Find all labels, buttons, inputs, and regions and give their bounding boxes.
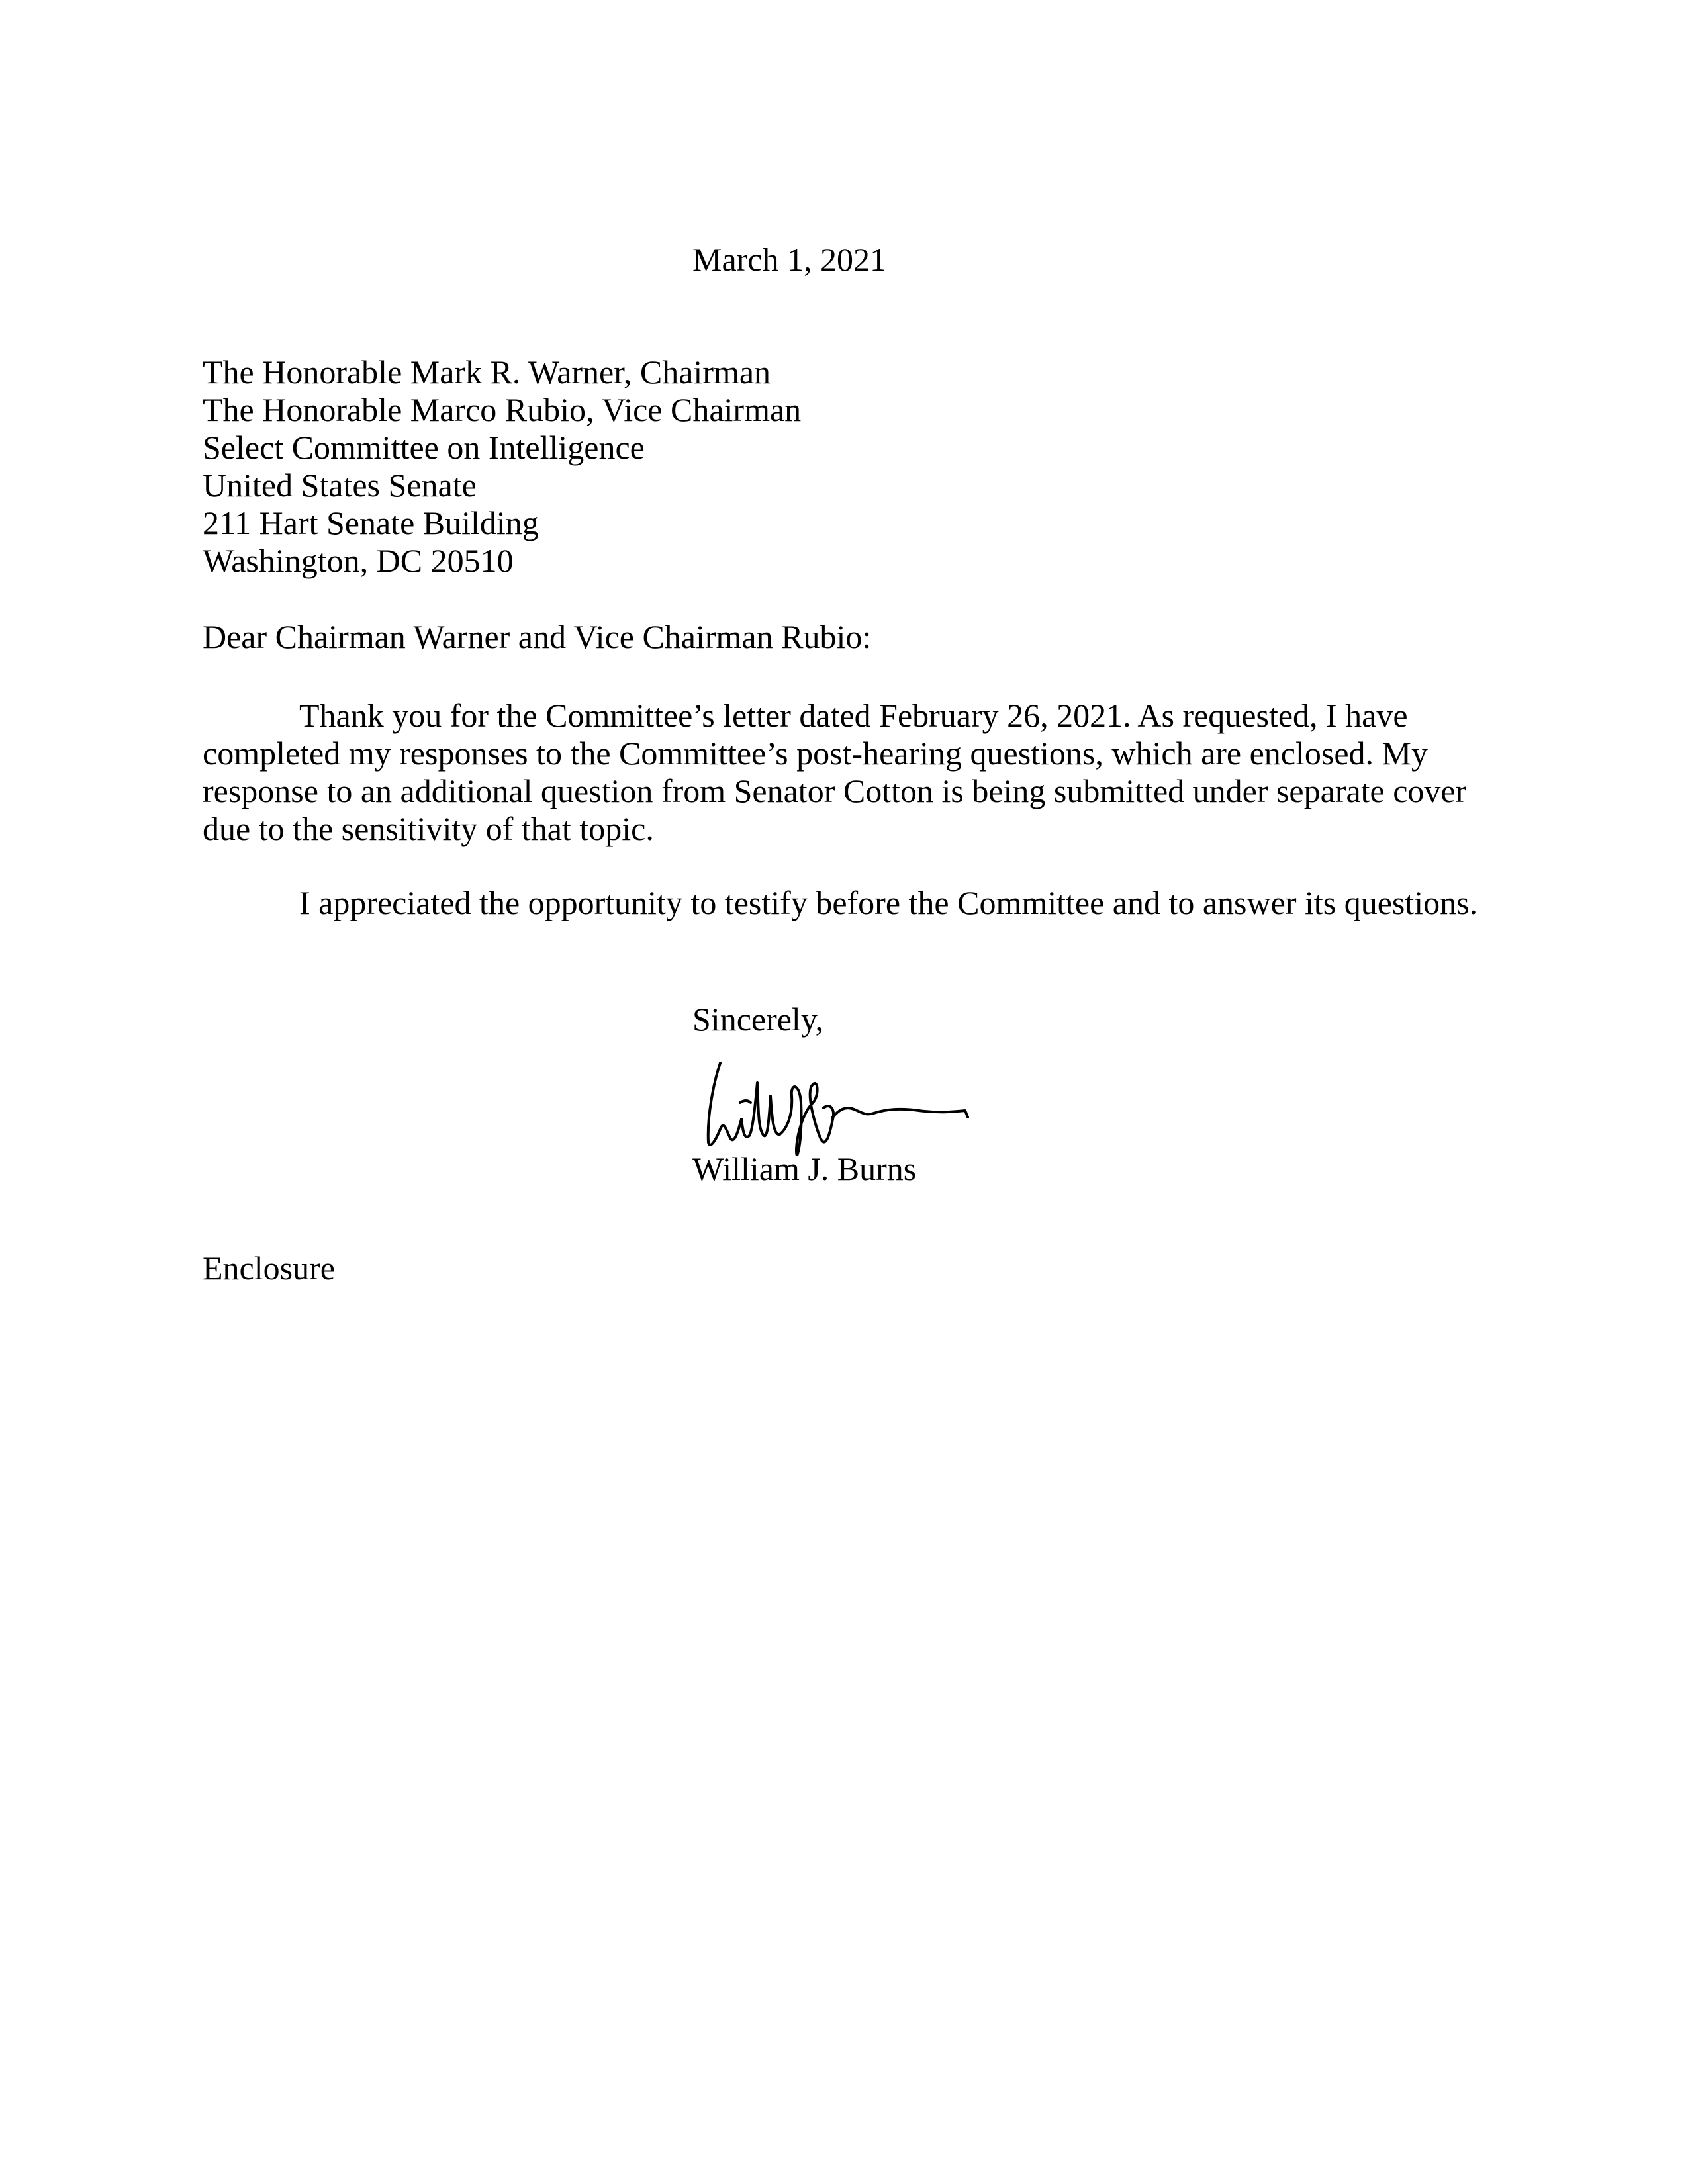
- body-paragraph-2: I appreciated the opportunity to testify before the Committee and to answer its questions.: [299, 884, 1478, 921]
- closing: Sincerely,: [692, 1001, 824, 1038]
- paragraph-line: Thank you for the Committee’s letter dated February 26, 2021. As requested, I have: [299, 697, 1408, 734]
- signer-name: William J. Burns: [692, 1150, 917, 1187]
- paragraph-line: due to the sensitivity of that topic.: [203, 810, 654, 847]
- address-line: The Honorable Mark R. Warner, Chairman: [203, 353, 771, 390]
- letter-date: March 1, 2021: [692, 241, 886, 278]
- address-line: Select Committee on Intelligence: [203, 429, 645, 466]
- address-line: United States Senate: [203, 467, 477, 504]
- enclosure-note: Enclosure: [203, 1250, 335, 1287]
- address-line: 211 Hart Senate Building: [203, 504, 539, 541]
- salutation: Dear Chairman Warner and Vice Chairman Rubio:: [203, 618, 872, 655]
- handwritten-signature: [700, 1056, 1071, 1156]
- paragraph-line: response to an additional question from Senator Cotton is being submitted under separate cover: [203, 772, 1467, 809]
- paragraph-line: completed my responses to the Committee’s post-hearing questions, which are enclosed. My: [203, 735, 1429, 772]
- address-line: Washington, DC 20510: [203, 542, 514, 579]
- address-line: The Honorable Marco Rubio, Vice Chairman: [203, 391, 802, 428]
